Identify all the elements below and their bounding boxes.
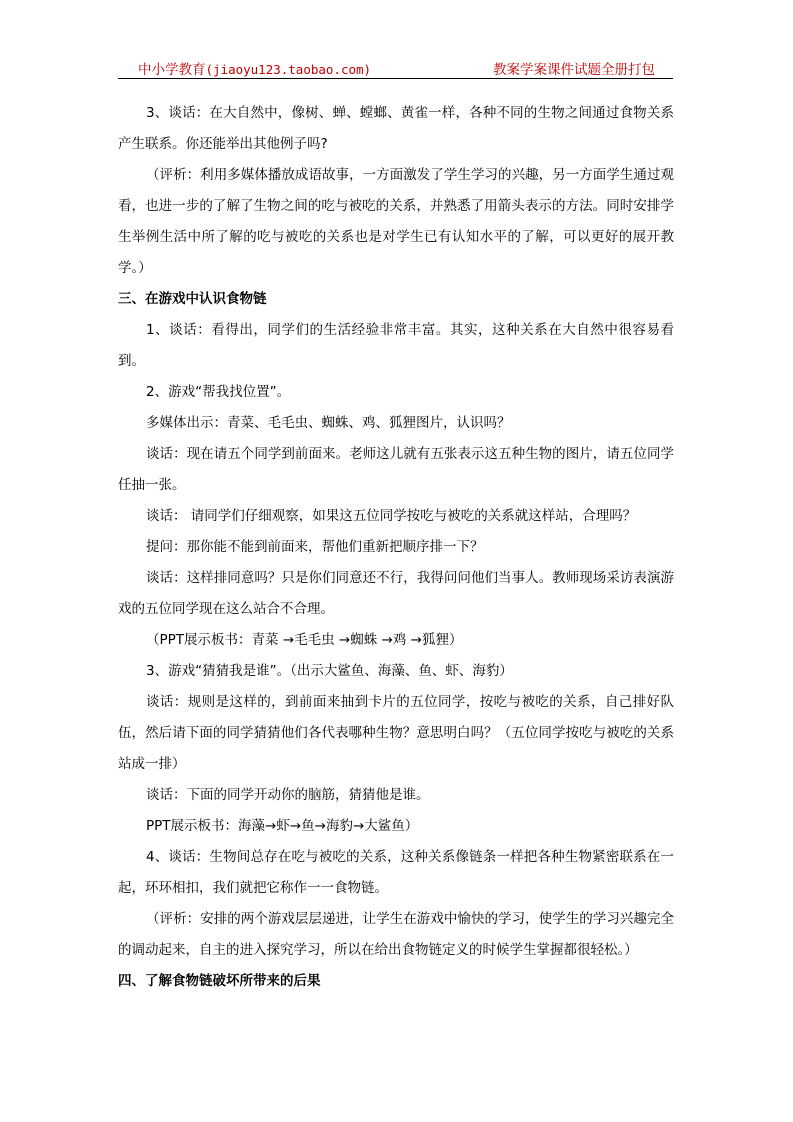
header-right: 教案学案课件试题全册打包 (493, 62, 655, 78)
board-writing: PPT展示板书：海藻→虾→鱼→海豹→大鲨鱼） (146, 818, 419, 834)
paragraph: 提问：那你能不能到前面来，帮他们重新把顺序排一下？ (146, 539, 484, 555)
paragraph: 3、谈话：在大自然中，像树、蝉、螳螂、黄雀一样，各种不同的生物之间通过食物关系产生联系。你还能举出其他例子吗? (118, 105, 674, 152)
section-heading: 三、在游戏中认识食物链 (118, 291, 267, 307)
paragraph: 多媒体出示：青菜、毛毛虫、蜘蛛、鸡、狐狸图片，认识吗？ (146, 415, 511, 431)
header-site-name: 中小学教育 (138, 62, 206, 78)
header-left (138, 58, 371, 78)
board-writing: （PPT展示板书：青菜 →毛毛虫 →蜘蛛 →鸡 →狐狸） (146, 632, 463, 648)
paragraph: 谈话： 请同学们仔细观察，如果这五位同学按吃与被吃的关系就这样站，合理吗？ (146, 508, 637, 524)
document-body (118, 98, 674, 997)
paragraph: 谈话：现在请五个同学到前面来。老师这儿就有五张表示这五种生物的图片，请五位同学任抽一张。 (118, 446, 674, 493)
comment-paragraph: （评析：利用多媒体播放成语故事，一方面激发了学生学习的兴趣，另一方面学生通过观看，也进一步的了解了生物之间的吃与被吃的关系，并熟悉了用箭头表示的方法。同时安排学生举例生活中所了解的吃与被吃的关系也是对学生已有认知水平的了解，可以更好的展开教学。） (118, 167, 674, 276)
paragraph: 3、游戏“猜猜我是谁”。（出示大鲨鱼、海藻、鱼、虾、海豹） (146, 663, 513, 679)
page-header (118, 56, 673, 79)
paragraph: 4、谈话：生物间总存在吃与被吃的关系，这种关系像链条一样把各种生物紧密联系在一起，环环相扣，我们就把它称作一一食物链。 (118, 849, 674, 896)
comment-paragraph: （评析：安排的两个游戏层层递进，让学生在游戏中愉快的学习，使学生的学习兴趣完全的调动起来，自主的进入探究学习，所以在给出食物链定义的时候学生掌握都很轻松。） (118, 911, 674, 958)
paragraph: 谈话：规则是这样的，到前面来抽到卡片的五位同学，按吃与被吃的关系，自己排好队伍，然后请下面的同学猜猜他们各代表哪种生物？意思明白吗？（五位同学按吃与被吃的关系站成一排） (118, 694, 674, 772)
paragraph: 谈话：这样排同意吗？只是你们同意还不行，我得问问他们当事人。教师现场采访表演游戏的五位同学现在这么站合不合理。 (118, 570, 674, 617)
header-site-url: (jiaoyu123.taobao.com) (205, 62, 372, 77)
section-heading: 四、了解食物链破坏所带来的后果 (118, 973, 321, 989)
paragraph: 2、游戏“帮我找位置”。 (146, 384, 291, 400)
paragraph: 1、谈话：看得出，同学们的生活经验非常丰富。其实，这种关系在大自然中很容易看到。 (118, 322, 674, 369)
paragraph: 谈话：下面的同学开动你的脑筋，猜猜他是谁。 (146, 787, 430, 803)
